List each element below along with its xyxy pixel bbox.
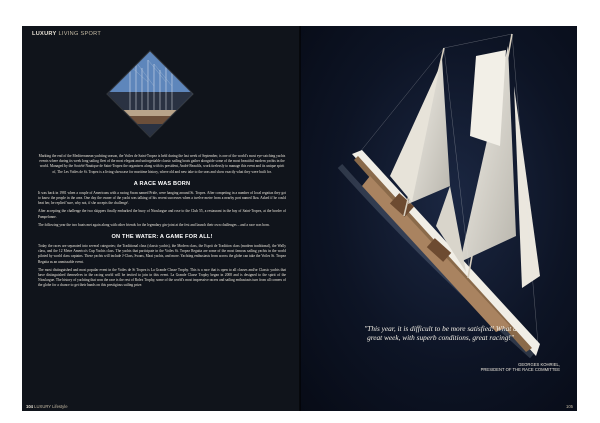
brand-label: LUXURY	[32, 31, 57, 37]
magazine-spread	[22, 26, 577, 411]
body-paragraph: The following year the two boats met again along with other friends for the legendary gin-joint at the fest and launch their own challenges – and a race was born.	[38, 222, 270, 227]
right-page-number: 105	[566, 404, 573, 409]
section-heading: A RACE WAS BORN	[133, 180, 191, 187]
left-folio-label: LUXURY Lifestyle	[34, 404, 68, 409]
left-page	[22, 26, 300, 411]
left-page-number: 104	[26, 404, 33, 409]
section-heading: ON THE WATER: A GAME FOR ALL!	[111, 234, 213, 241]
body-paragraph: After accepting the challenge the two skippers finally embarked the buoy of Nioulargue and rose to the Club 55, a restaurant in the bay of Saint-Tropez, at the border of Pampelonne.	[38, 209, 286, 219]
intro-paragraph: Marking the end of the Mediterranean yachting season, the Voiles de Saint-Tropez is held during the last week of September, is one of the world's most eye-catching yachts events where during its week long sailing fleet of the most elegant and unforgettable classic sailing boats gather alongside some of the most beautiful modern yachts in the world. Managed by the Société Nautique de Saint-Tropez the organisers along with its president, André Beaufils, work tirelessly to manage this event and its unique spirit of, The Les Voiles de St. Tropez is a living showcase for maritime history, where old and new take to the seas and show exactly what they were built for.	[38, 154, 286, 174]
body-paragraph: It was back in 1981 when a couple of Americans with a racing Swan named Pride, were hanging around St. Tropez. After competing in a number of local regattas they got to know the people in the area. One day the owner of the yacht was talking of his recent successes when a twelve metre from a nearby port named Ikra. Asked if he could beat her, he replied 'sure, why not, if she accepts the challenge'.	[38, 190, 286, 206]
quote-attribution	[395, 362, 560, 373]
body-paragraph: Today the races are separated into several categories; the Traditional class (classic yachts), the Modern class, the Esprit de Tradition class (modern traditional), the Wally class, and the 12 Metre America's Cup Yachts class. The yachts that participate in the Voiles St. Tropez Regatta are some of the most famous sailing yachts in the world piloted by world class captains. These yachts will include J-Class, Swans, Maxi yachts, and more. Yachting enthusiasts from across the globe can take the Voiles St. Tropez Regatta as an unmissable event.	[38, 244, 286, 264]
sailing-yacht-image	[300, 26, 577, 411]
quote-author: GEORGES KOHRIEL,	[518, 362, 560, 367]
harbour-masts-image	[108, 52, 192, 136]
left-folio	[26, 404, 68, 409]
harbour-photo	[108, 52, 193, 137]
right-page	[300, 26, 577, 411]
article-body	[38, 154, 286, 292]
section-label: LIVING SPORT	[58, 31, 102, 37]
quote-role: PRESIDENT OF THE RACE COMMITTEE	[480, 367, 560, 373]
page-gutter	[299, 26, 301, 411]
body-paragraph: The most distinguished and most popular event in the Voiles de St Tropez is La Grande Classe Trophy. This is a race that is open to all classes and/or Classic yachts that have distinguished themselves in the racing world will be invited to join in this event. La Grande Classe Trophy began in 2008 and is designed to the spirit of the Nioulargue. The history of yachting that won the race is the rest of Rolex Trophy, some of the world's most impressive racers and sailing enthusiasts turn from all corners of the globe for a chance to get their hands on this prestigious sailing prize.	[38, 267, 286, 288]
section-header	[32, 31, 101, 37]
pull-quote: "This year, it is difficult to be more satisfied! What a great week, with superb conditions, great racing!"	[364, 324, 517, 342]
photo-diamond	[108, 52, 192, 136]
